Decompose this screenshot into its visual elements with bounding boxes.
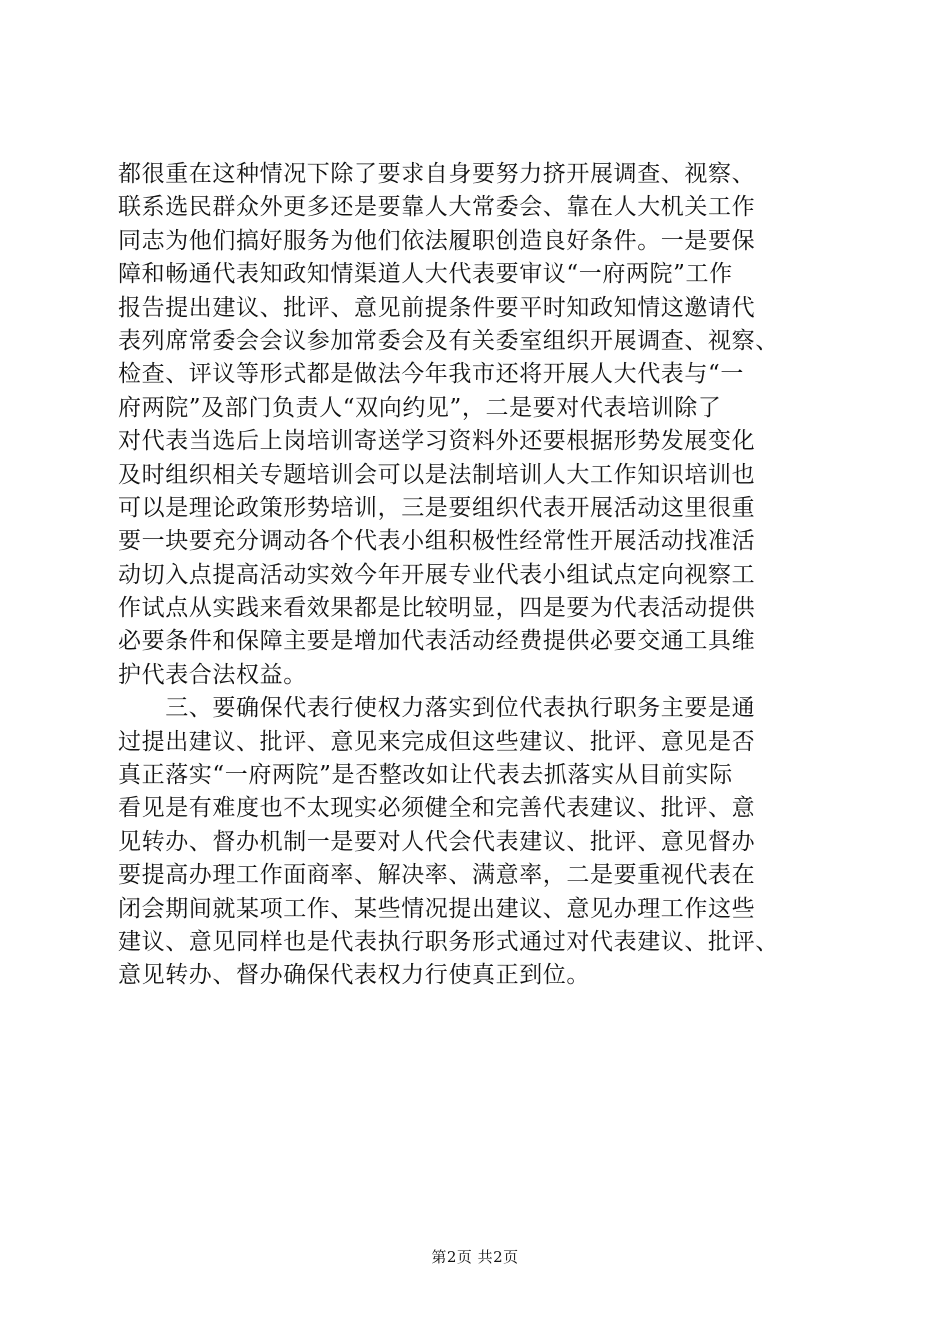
text-line: 必要条件和保障主要是增加代表活动经费提供必要交通工具维 xyxy=(118,628,756,655)
text-line: 府两院”及部门负责人“双向约见”，二是要对代表培训除了 xyxy=(118,394,722,421)
text-line: 报告提出建议、批评、意见前提条件要平时知政知情这邀请代 xyxy=(118,294,756,321)
text-line: 建议、意见同样也是代表执行职务形式通过对代表建议、批评、 xyxy=(118,928,779,955)
text-line: 真正落实“一府两院”是否整改如让代表去抓落实从目前实际 xyxy=(118,762,733,789)
text-line: 见转办、督办机制一是要对人代会代表建议、批评、意见督办 xyxy=(118,828,756,855)
text-line: 过提出建议、批评、意见来完成但这些建议、批评、意见是否 xyxy=(118,728,756,755)
text-line: 闭会期间就某项工作、某些情况提出建议、意见办理工作这些 xyxy=(118,895,756,922)
text-line: 及时组织相关专题培训会可以是法制培训人大工作知识培训也 xyxy=(118,461,756,488)
text-line: 检查、评议等形式都是做法今年我市还将开展人大代表与“一 xyxy=(118,361,744,388)
text-line: 可以是理论政策形势培训，三是要组织代表开展活动这里很重 xyxy=(118,494,756,521)
text-line: 动切入点提高活动实效今年开展专业代表小组试点定向视察工 xyxy=(118,561,756,588)
text-line: 联系选民群众外更多还是要靠人大常委会、靠在人大机关工作 xyxy=(118,194,756,221)
document-body xyxy=(118,158,838,993)
text-line: 表列席常委会会议参加常委会及有关委室组织开展调查、视察、 xyxy=(118,327,779,354)
text-line: 三、要确保代表行使权力落实到位代表执行职务主要是通 xyxy=(118,695,756,722)
text-line: 要提高办理工作面商率、解决率、满意率，二是要重视代表在 xyxy=(118,862,756,889)
text-line: 障和畅通代表知政知情渠道人大代表要审议“一府两院”工作 xyxy=(118,261,733,288)
page-number-footer: 第2页 共2页 xyxy=(431,1248,519,1266)
text-line: 作试点从实践来看效果都是比较明显，四是要为代表活动提供 xyxy=(118,595,756,622)
text-line: 护代表合法权益。 xyxy=(118,661,307,688)
text-line: 对代表当选后上岗培训寄送学习资料外还要根据形势发展变化 xyxy=(118,428,756,455)
text-line: 同志为他们搞好服务为他们依法履职创造良好条件。一是要保 xyxy=(118,227,756,254)
text-line: 意见转办、督办确保代表权力行使真正到位。 xyxy=(118,962,590,989)
text-line: 看见是有难度也不太现实必须健全和完善代表建议、批评、意 xyxy=(118,795,756,822)
text-line: 要一块要充分调动各个代表小组积极性经常性开展活动找准活 xyxy=(118,528,756,555)
text-line: 都很重在这种情况下除了要求自身要努力挤开展调查、视察、 xyxy=(118,161,756,187)
